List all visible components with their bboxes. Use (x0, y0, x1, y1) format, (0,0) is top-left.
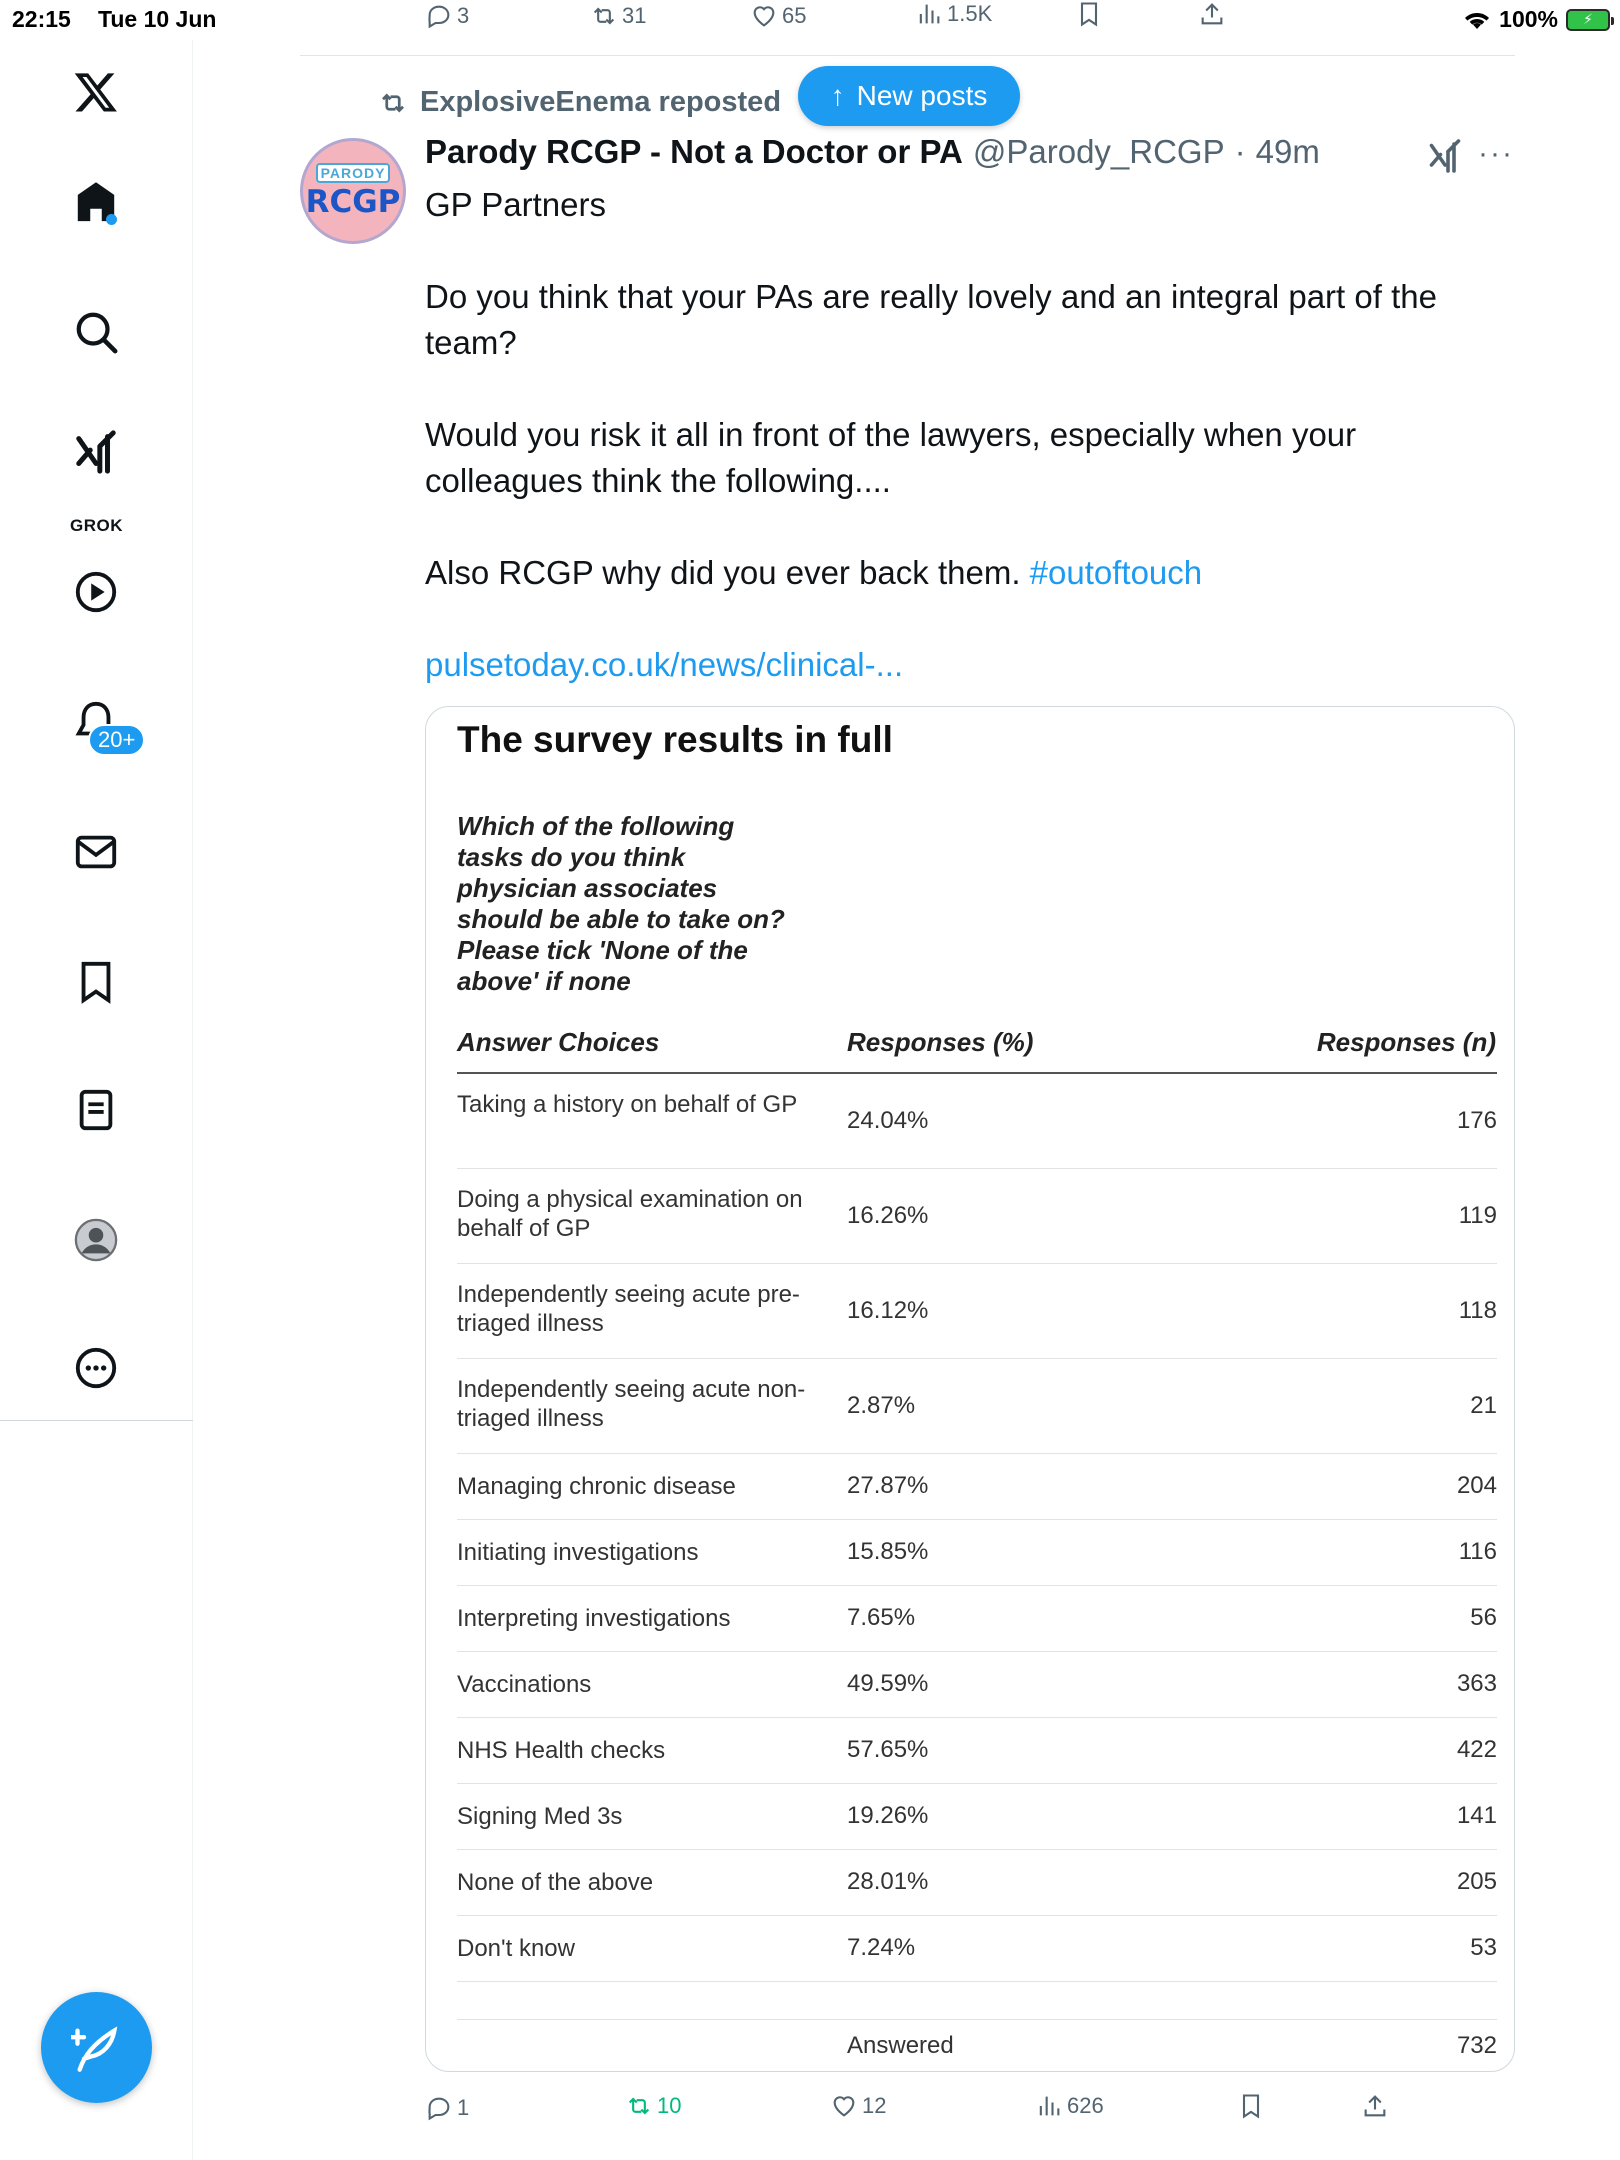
table-row (457, 1652, 1497, 1718)
hashtag-link[interactable]: #outoftouch (1029, 554, 1203, 591)
views-button[interactable] (1035, 2092, 1104, 2120)
table-row (457, 1784, 1497, 1850)
share-icon (1198, 0, 1226, 28)
bookmark-button[interactable] (1237, 2092, 1265, 2120)
row-choice: Don't know (457, 1935, 575, 1962)
repost-icon (590, 2, 618, 30)
row-pct: 28.01% (847, 1868, 929, 1895)
row-pct: 15.85% (847, 1538, 929, 1565)
bookmark-icon (1237, 2092, 1265, 2120)
survey-image[interactable] (425, 706, 1515, 2072)
row-pct: 7.65% (847, 1604, 916, 1631)
header-responses-n: Responses (n) (1316, 1027, 1496, 1057)
author-display-name[interactable]: Parody RCGP - Not a Doctor or PA (425, 133, 963, 170)
article-link[interactable]: pulsetoday.co.uk/news/clinical-... (425, 646, 904, 683)
row-n: 141 (1456, 1802, 1497, 1829)
row-pct: 24.04% (847, 1107, 929, 1134)
repost-banner[interactable] (378, 86, 781, 119)
profile-avatar-icon[interactable] (66, 1210, 126, 1270)
share-button[interactable] (1198, 0, 1226, 28)
views-count: 626 (1067, 2093, 1104, 2118)
row-choice: Managing chronic disease (457, 1473, 736, 1500)
views-button[interactable] (915, 0, 992, 28)
table-row (457, 1074, 1497, 1169)
sidebar (0, 40, 193, 2160)
views-count: 1.5K (947, 1, 993, 26)
row-pct: 19.26% (847, 1802, 929, 1829)
row-n: 204 (1456, 1472, 1497, 1499)
table-row (457, 1454, 1497, 1520)
reply-count: 1 (457, 2095, 470, 2120)
table-row (457, 1359, 1497, 1454)
table-row (457, 1718, 1497, 1784)
avatar-text-top: PARODY (316, 163, 391, 183)
row-choice: Independently seeing acute pre-triaged illness (457, 1281, 800, 1337)
like-count: 12 (862, 2093, 887, 2118)
reply-count: 3 (457, 3, 470, 28)
row-n: 118 (1458, 1297, 1497, 1324)
table-row (457, 1850, 1497, 1916)
home-unread-dot (106, 214, 117, 225)
table-row (457, 1916, 1497, 1982)
repost-button[interactable] (625, 2092, 681, 2120)
notification-badge: 20+ (88, 724, 145, 756)
post-actions (425, 2092, 1425, 2128)
heart-icon (750, 2, 778, 30)
bookmark-icon (1075, 0, 1103, 28)
row-pct: 7.24% (847, 1934, 916, 1961)
tweet-line-1: GP Partners (425, 186, 606, 223)
table-row (457, 1169, 1497, 1264)
answered-label: Answered (847, 2032, 954, 2059)
battery-percent: 100% (1499, 6, 1558, 32)
row-choice: NHS Health checks (457, 1737, 666, 1764)
tweet-paragraph-3-text: Also RCGP why did you ever back them. (425, 554, 1021, 591)
author-handle[interactable]: @Parody_RCGP (972, 133, 1225, 170)
status-time: 22:15 (12, 6, 71, 32)
bookmark-icon[interactable] (66, 952, 126, 1012)
tweet-header (425, 133, 1320, 171)
reply-icon (425, 2094, 453, 2122)
share-button[interactable] (1361, 2092, 1389, 2120)
row-n: 363 (1456, 1670, 1497, 1697)
lists-icon[interactable] (66, 1080, 126, 1140)
repost-count: 10 (657, 2093, 682, 2118)
row-n: 21 (1470, 1392, 1497, 1419)
row-choice: Independently seeing acute non-triaged illness (457, 1376, 806, 1432)
tweet-paragraph-2: Would you risk it all in front of the lawyers, especially when your colleagues think the following.... (425, 416, 1357, 499)
like-button[interactable] (750, 2, 806, 30)
row-choice: None of the above (457, 1869, 654, 1896)
repost-count: 31 (622, 3, 647, 28)
views-chart-icon (1035, 2092, 1063, 2120)
header-answer-choices: Answer Choices (457, 1027, 660, 1057)
row-choice: Doing a physical examination on behalf of GP (457, 1186, 803, 1242)
messages-icon[interactable] (66, 822, 126, 882)
row-n: 205 (1456, 1868, 1497, 1895)
repost-icon (378, 88, 408, 118)
reply-button[interactable] (425, 2094, 469, 2122)
reply-button[interactable] (425, 2, 469, 30)
grok-label: GROK (70, 516, 123, 535)
survey-title: The survey results in full (457, 719, 893, 760)
avatar-text-main: RCGP (305, 183, 401, 220)
row-choice: Vaccinations (457, 1671, 592, 1698)
new-posts-label: New posts (856, 80, 988, 111)
status-date: Tue 10 Jun (98, 6, 217, 32)
row-pct: 16.26% (847, 1202, 929, 1229)
grok-explain-icon[interactable] (1427, 138, 1463, 174)
tweet-paragraph-3 (425, 550, 1515, 596)
row-pct: 57.65% (847, 1736, 929, 1763)
feather-plus-icon (71, 2022, 123, 2074)
post-time[interactable]: 49m (1255, 133, 1320, 170)
search-icon[interactable] (66, 302, 126, 362)
home-icon[interactable] (66, 172, 126, 232)
author-avatar[interactable] (300, 138, 406, 244)
row-n: 116 (1458, 1538, 1497, 1565)
answered-row (457, 2019, 1497, 2071)
repost-button[interactable] (590, 2, 646, 30)
table-row (457, 1586, 1497, 1652)
row-choice: Interpreting investigations (457, 1605, 731, 1632)
compose-post-button[interactable] (41, 1992, 152, 2103)
row-choice: Initiating investigations (457, 1539, 699, 1566)
repost-banner-text: ExplosiveEnema reposted (420, 86, 782, 118)
row-pct: 2.87% (847, 1392, 916, 1419)
arrow-up-icon: ↑ (830, 80, 845, 111)
like-count: 65 (782, 3, 807, 28)
row-n: 422 (1456, 1736, 1497, 1763)
bookmark-button[interactable] (1075, 0, 1103, 28)
separator-dot: · (1234, 133, 1246, 170)
table-row (457, 1520, 1497, 1586)
battery-icon: ⚡ (1566, 9, 1610, 31)
more-icon[interactable] (66, 1338, 126, 1398)
sidebar-divider (0, 1420, 193, 1421)
grok-icon[interactable] (66, 422, 126, 482)
row-n: 53 (1470, 1934, 1497, 1961)
row-pct: 16.12% (847, 1297, 929, 1324)
post-divider (300, 55, 1515, 56)
row-choice: Signing Med 3s (457, 1803, 623, 1830)
video-icon[interactable] (66, 562, 126, 622)
table-row (457, 1264, 1497, 1359)
row-choice: Taking a history on behalf of GP (457, 1091, 798, 1118)
x-logo-icon[interactable] (66, 62, 126, 122)
row-n: 176 (1456, 1107, 1497, 1134)
repost-icon (625, 2092, 653, 2120)
previous-post-actions (425, 0, 1425, 36)
more-options-icon[interactable]: ··· (1478, 137, 1514, 170)
tweet-paragraph-1: Do you think that your PAs are really lovely and an integral part of the team? (425, 278, 1437, 361)
new-posts-button[interactable] (798, 66, 1020, 126)
status-right (1463, 6, 1610, 33)
heart-icon (830, 2092, 858, 2120)
like-button[interactable] (830, 2092, 886, 2120)
share-icon (1361, 2092, 1389, 2120)
survey-question: Which of the following tasks do you think physician associates should be able to take on? Please tick 'None of the above' if none (457, 811, 785, 996)
reply-icon (425, 2, 453, 30)
views-chart-icon (915, 0, 943, 28)
wifi-icon (1463, 9, 1491, 31)
header-responses-pct: Responses (%) (847, 1027, 1034, 1057)
row-n: 56 (1470, 1604, 1497, 1631)
row-n: 119 (1458, 1202, 1497, 1229)
row-pct: 49.59% (847, 1670, 929, 1697)
answered-count: 732 (1456, 2032, 1497, 2059)
row-pct: 27.87% (847, 1472, 929, 1499)
